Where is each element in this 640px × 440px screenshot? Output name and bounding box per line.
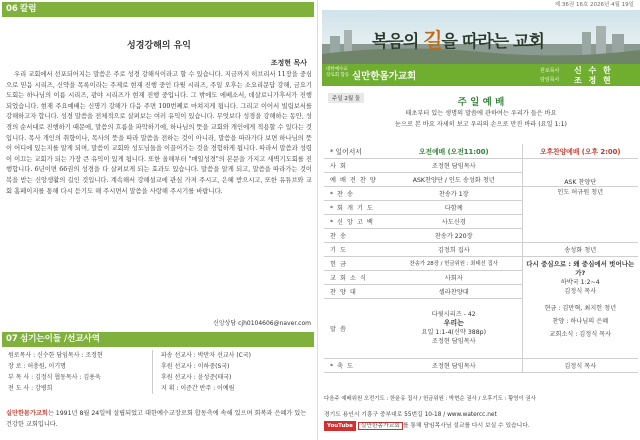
banner-title [372, 24, 544, 53]
column-title: 성경강해의 유익 [127, 41, 191, 51]
pm-preacher: 김정식 목사 [564, 287, 597, 295]
am-cell: 찬송가 220장 [386, 228, 522, 242]
pm-prayer: 찬양 : 하나님의 은혜 [552, 317, 609, 325]
table-row [324, 256, 638, 270]
table-row [324, 186, 638, 200]
row-label: 말 씀 [324, 298, 386, 358]
left-page [0, 0, 318, 440]
banner-title-part: 복음의 [372, 32, 424, 52]
am-cell: 조정현 담임목사 [386, 158, 522, 172]
column-number: 06 [6, 4, 18, 14]
am-cell: 사도신경 [386, 214, 522, 228]
column-author: 조정현 목사 [270, 59, 307, 67]
column-body [6, 70, 312, 197]
denomination: 대한예수교장로회 합동 [326, 67, 350, 78]
pm-cell: 김정식 목사 [522, 358, 638, 372]
row-label: 찬 송 [324, 228, 386, 242]
pm-service-header: 오후찬양예배 (오후 2:00) [522, 144, 638, 158]
week-tag: 주일 2월 둘 [328, 93, 364, 103]
am-cell: 김정희 집사 [386, 242, 522, 256]
issue-info: 제 36권 16호 2026년 4월 19일 [554, 2, 634, 8]
staff-line: 장 로 : 허충원, 이기명 [8, 363, 66, 370]
banner [322, 10, 640, 64]
row-label: 기 도 [324, 242, 386, 256]
church-bar [322, 64, 640, 86]
church-name: 실만한몸가교회 [352, 71, 417, 82]
pastor-title-1: 원로목사 [540, 68, 560, 74]
am-cell: 다함께 [386, 200, 522, 214]
am-cell: 찬송가 28장 / 헌금위원 : 최태선 집사 [386, 256, 522, 270]
am-cell: 사회자 [386, 270, 522, 284]
row-label: 사 회 [324, 158, 386, 172]
row-label: * 신 앙 고 백 [324, 214, 386, 228]
mission-line: 파송 선교사 : 박만자 선교사 (C국) [161, 352, 251, 359]
pm-offering: 현금 : 김만혁, 최지헌 청년 [544, 304, 617, 312]
am-cell: ASK찬양단 / 인도 송성화 청년 [386, 172, 522, 186]
verse-line-1: 태초부터 있는 생명의 말씀에 관하여는 우리가 들은 바요 [405, 110, 557, 117]
staff-number: 07 [6, 334, 18, 344]
pastor-title-2: 담임목사 [540, 77, 560, 83]
sermon-cell [386, 298, 522, 358]
row-label: * 찬 송 [324, 186, 386, 200]
staff-line: 원로목사 : 신수한 담임목사 : 조정현 [8, 352, 103, 359]
staff-line: 부 목 사 : 김정식 협동목사 : 김용욱 [8, 374, 101, 381]
pm-cell: 송성화 청년 [522, 242, 638, 256]
mission-line: 후원 선교사 : 이하중(S국) [161, 363, 230, 370]
table-header-row [324, 144, 638, 158]
column-header [2, 2, 314, 17]
table-row [324, 158, 638, 172]
column-paragraph: 우리 교회에서 선포되어지는 말씀은 주로 성경 강해식이라고 할 수 있습니다. 지금까지 히브리서 11장을 중심으로 믿음 시리즈, 신약을 목록이라는 주제로 현재 진행 중인 다윗 시리즈, 주일 오후는 소요리문답 강해, 금요기도회는 하나님의 이름 시리즈, 광야 시리즈가 현재 진행 중입니다. 그 밖에도 에베소서, 데살로니가후서가 진행 되었습니다. 현재 주요예배는 신명기 강해가 다음 주면 100번째로 마쳐지게 됩니다. 그리고 이어서 빌립보서를 강해하고자 합니다. 성경 말씀을 전체적으로 살펴보는 여러 유익이 있습니다. 무엇보다 성경을 강해하는 동안, 성경의 순서대로 진행하기 때문에, 말씀의 흐름을 파악하기에, 하나님의 뜻을 교회와 개인에게 적용할 수 있다는 것입니다. 목사 개인의 취향이나, 목사의 뜻을 따라 말씀을 전하는 것이 아니라, 말씀을 따라가다 보면 하나님의 뜻이 어디에 있는지를 알게 되며, 말씀이 교회와 성도님들을 이끌어가는 것을 경험하게 됩니다. 따라서 말씀과 성령이 이끄는 교회가 되는 가장 큰 유익이 있게 됩니다. 또한 올해부터 "매일성경"의 본문을 가지고 새벽기도회를 진행합니다. 6년이면 66권의 성경을 다 살펴보게 되는 효과도 있습니다. 말씀을 알게 되고, 말씀을 따라가는 것이 복을 받는 신앙생활의 길인 것입니다. 계속해서 강해설교에 관심 가져 주시고, 은혜 받으시고, 또한 유튜브와 교회 홈페이지를 통해 다시 듣기도 해 주시면서 말씀을 사랑해 주시기를 바랍니다. [6, 71, 312, 195]
table-row [324, 242, 638, 256]
service-title: 주 일 예 배 [457, 97, 505, 108]
youtube-note [324, 421, 640, 431]
sermon-preacher: 조정현 담임목사 [431, 338, 476, 345]
row-label: 교 회 소 식 [324, 270, 386, 284]
staff-label: 섬기는이들 /선교사역 [20, 334, 100, 344]
pm-leader-cell: 인도 허규원 청년 [522, 186, 638, 242]
pm-sermon-ref: 하박국 1:2~4 [560, 278, 600, 286]
sermon-series: 다윗시리즈 - 42 [431, 311, 476, 318]
church-intro-name: 실만한몸가교회 [6, 410, 48, 417]
mission-line: 후원 선교사 : 윤성준(태국) [161, 374, 232, 381]
right-page [322, 0, 640, 440]
pm-sermon-cell [522, 256, 638, 358]
missions-list [152, 350, 251, 394]
column-label: 칼럼 [20, 4, 37, 14]
pm-praise-cell: ASK 찬양단 [522, 158, 638, 186]
table-row [324, 358, 638, 372]
staff-header [2, 332, 314, 347]
verse-line-2: 눈으로 본 바요 자세히 보고 우리의 손으로 만진 바라 (요일 1:1) [395, 121, 567, 128]
sermon-ref: 요일 1:1-4(신약 388p) [421, 329, 487, 336]
sermon-title: 우리는 [443, 319, 464, 327]
church-intro [6, 408, 312, 430]
church-intro-text: 는 1991년 8월 24일에 설립되었고 대한예수교장로회 합동측에 속해 있으며 회복과 은혜가 있는 건강한 교회입니다. [6, 410, 307, 428]
row-label: 찬 양 대 [324, 284, 386, 298]
mission-line: 지 휘 : 이준간 반주 : 이예림 [161, 385, 235, 392]
standing-note: * 일어서서 [324, 144, 386, 158]
row-label: * 축 도 [324, 358, 386, 372]
youtube-text: 를 통해 담임목사님 설교를 다시 보실 수 있습니다. [402, 423, 530, 429]
banner-title-part: 을 따라는 교회 [441, 32, 544, 52]
church-address: 경기도 용인시 기흥구 중부대로 55번길 10-18 / www.watercc.net [324, 412, 497, 418]
youtube-channel[interactable]: 실만한몸가교회 [358, 422, 403, 430]
am-cell: 찬송가 1장 [386, 186, 522, 200]
youtube-icon: YouTube [324, 421, 356, 431]
am-service-header: 오전예배 (오전11:00) [386, 144, 522, 158]
next-week-servers: 다음주 예배위원 오전기도 : 한윤유 집사 / 헌금위원 : 박현순 권사 / 오후기도 : 황영이 권사 [324, 396, 536, 402]
row-label: * 회 개 기 도 [324, 200, 386, 214]
order-of-service [324, 144, 638, 373]
staff-list [8, 350, 103, 394]
am-cell: 조정현 담임목사 [386, 358, 522, 372]
staff-line: 전 도 사 : 강병희 [8, 385, 53, 392]
pm-sermon-title: 다시 중심으로 : 왜 중심에서 벗어나는가? [526, 259, 635, 277]
pastor-name-1: 신 수 한 [574, 66, 613, 75]
row-label: 헌 금 [324, 256, 386, 270]
pm-news: 교회소식 : 김정식 목사 [549, 330, 612, 338]
counsel-email: 신앙상담 cjh0104606@naver.com [213, 320, 311, 327]
am-cell: 셀라찬양대 [386, 284, 522, 298]
pastor-name-2: 조 정 현 [574, 76, 613, 85]
row-label: 예 배 전 찬 양 [324, 172, 386, 186]
banner-title-highlight: 길 [423, 28, 442, 52]
